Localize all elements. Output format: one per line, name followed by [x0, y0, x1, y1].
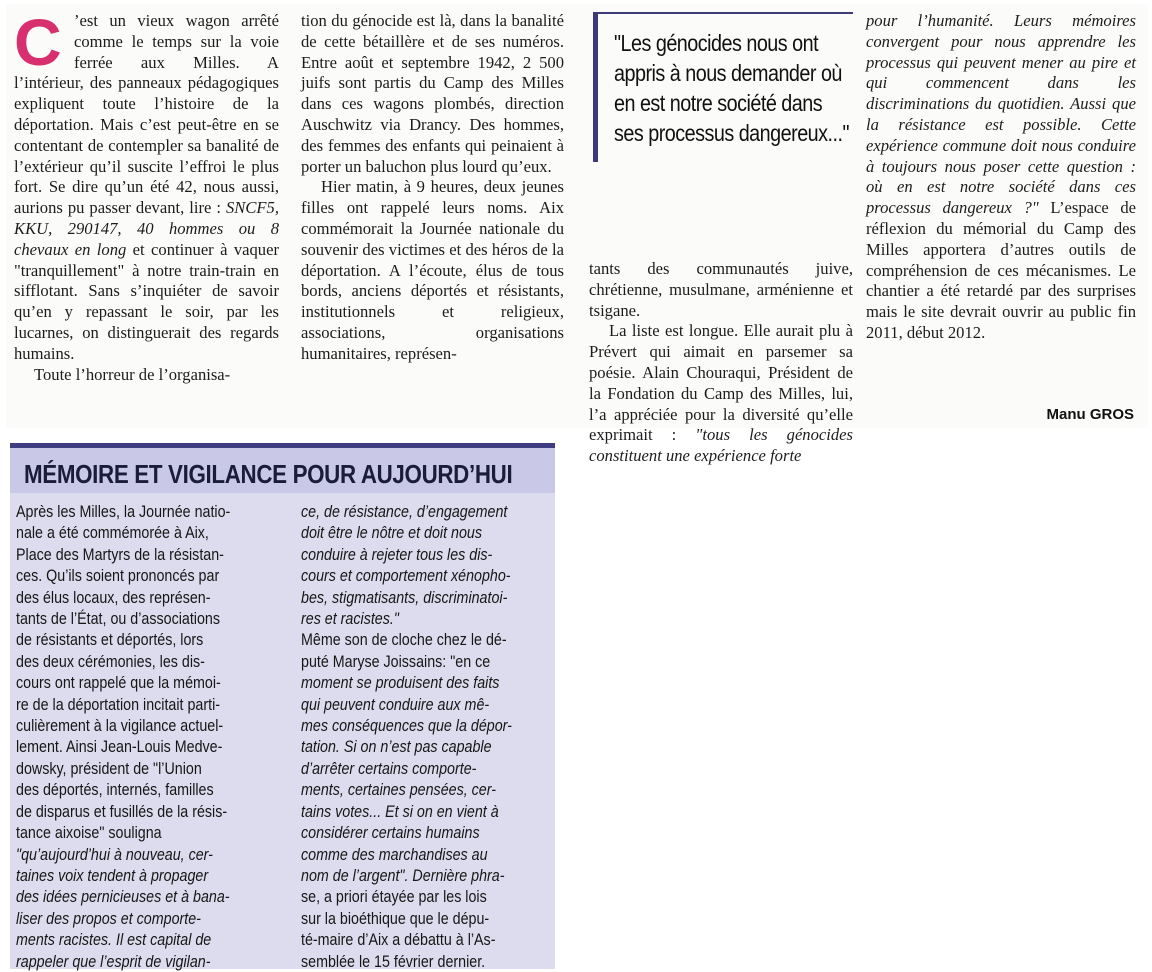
article-line: puté Maryse Joissains: "en ce	[301, 651, 491, 671]
article-line: ments, certaines pensées, cer-	[301, 780, 496, 800]
article-line: nale a été commémorée à Aix,	[16, 523, 209, 543]
article-line: Place des Martyrs de la résistan-	[16, 544, 224, 564]
top-article-column-3	[589, 259, 853, 467]
article-line: tains votes... Et si on en vient à	[301, 801, 499, 821]
bottom-article-title: MÉMOIRE ET VIGILANCE POUR AUJOURD’HUI	[24, 459, 513, 489]
article-line: Même son de cloche chez le dé-	[301, 630, 507, 650]
pull-quote	[593, 12, 853, 162]
top-article-column-1	[14, 5, 280, 385]
article-line: des deux cérémonies, les dis-	[16, 651, 205, 671]
article-line: nom de l’argent". Dernière phra-	[301, 865, 505, 885]
article-line: des élus locaux, des représen-	[16, 587, 211, 607]
article-line: qui peuvent conduire aux mê-	[301, 694, 490, 714]
article-line: sur la bioéthique que le dépu-	[301, 908, 490, 928]
article-line: rappeler que l’esprit de vigilan-	[16, 951, 211, 971]
col1-text-a: ’est un vieux wagon arrêté comme le temps sur la voie ferrée aux Milles. A l’intérieur, des panneaux pédagogiques expliquent toute l’histoire de la déportation. Mais c’est peut-être en se contentant de contempler sa banalité de l’extérieur qu’il suscite l’effroi le plus fort. Se dire qu’un été 42, nous aussi, aurions pu passer devant, lire :	[14, 11, 279, 218]
article-line: doit être le nôtre et doit nous	[301, 523, 483, 543]
article-line: ces. Qu’ils soient prononcés par	[16, 566, 220, 586]
col2-paragraph-1: tion du génocide est là, dans la banalité de cette bétaillère et de ses numéros. Entre août et septembre 1942, 2 500 juifs sont partis du Camp des Milles dans ces wagons plombés, direction Auschwitz via Drancy. Des hommes, des femmes des enfants qui peinaient à porter un baluchon plus lourd qu’eux.	[301, 11, 564, 176]
top-article	[6, 4, 1148, 466]
col3-paragraph-2	[589, 321, 853, 467]
article-line: cours et comportement xénopho-	[301, 566, 511, 586]
article-line: d’arrêter certains comporte-	[301, 758, 477, 778]
pull-quote-line: ses processus dangereux..."	[614, 120, 849, 146]
col1-text-b: et continuer à vaquer "tranquillement" à notre train-train en sifflotant. Sans s’inquiéter de savoir qu’en y repassant le soir, par les lucarnes, on distinguerait des regards humains.	[14, 239, 280, 363]
article-line: de résistants et déportés, lors	[16, 630, 204, 650]
article-line: tation. Si on n’est pas capable	[301, 737, 492, 757]
article-line: ce, de résistance, d’engagement	[301, 502, 508, 521]
bottom-article-body	[10, 493, 555, 969]
article-line: de disparus et fusillés de la résis-	[16, 801, 228, 821]
pull-quote-line: en est notre société dans	[614, 90, 823, 116]
article-line: liser des propos et comporte-	[16, 908, 201, 928]
col3-text: La liste est longue. Elle aurait plu à Prévert qui aimait en parsemer sa poésie. Alain Chouraqui, Président de la Fondation du Camp des Milles, lui, l’a appréciée pour la diversité qu’elle exprimait :	[589, 321, 853, 445]
col3-paragraph-1: tants des communautés juive, chrétienne, musulmane, arménienne et tsigane.	[589, 259, 853, 320]
pull-quote-line: appris à nous demander où	[614, 60, 842, 86]
article-line: culièrement à la vigilance actuel-	[16, 716, 224, 736]
article-line: taines voix tendent à propager	[16, 865, 209, 885]
author-byline: Manu GROS	[1046, 406, 1134, 423]
article-line: conduire à rejeter tous les dis-	[301, 544, 493, 564]
article-line: "qu’aujourd’hui à nouveau, cer-	[16, 844, 213, 864]
top-article-column-4	[866, 11, 1136, 344]
col4-text: L’espace de réflexion du mémorial du Camp des Milles apportera d’autres outils de compréhension de ces mécanismes. Le chantier a été retardé par des surprises mais le site devrait ouvrir au public fin 2011, début 2012.	[866, 198, 1136, 342]
article-line: des idées pernicieuses et à bana-	[16, 887, 230, 907]
bottom-article	[10, 443, 555, 969]
col1-wagon-marking: SNCF5, KKU, 290147, 40 hommes ou 8 chevaux en long	[14, 198, 279, 259]
col2-paragraph-2: Hier matin, à 9 heures, deux jeunes filles ont rappelé leurs noms. Aix commémorait la Journée nationale du souvenir des victimes et des héros de la déportation. A l’écoute, élus de tous bords, anciens déportés et résistants, institutionnels et religieux, associations, organisations humanitaires, représen-	[301, 177, 564, 363]
article-line: se, a priori étayée par les lois	[301, 887, 487, 907]
col4-paragraph	[866, 11, 1136, 344]
article-line: ments racistes. Il est capital de	[16, 930, 212, 950]
drop-cap: C	[14, 5, 62, 79]
top-article-paragraph-2: Toute l’horreur de l’organisa-	[34, 364, 231, 384]
article-line: mes conséquences que la dépor-	[301, 716, 512, 736]
article-line: bes, stigmatisants, discriminatoi-	[301, 587, 508, 607]
article-line: semblée le 15 février dernier.	[301, 951, 486, 971]
col3-quote: "tous les génocides constituent une expérience forte	[589, 425, 853, 466]
article-line: des déportés, internés, familles	[16, 780, 214, 800]
article-line: comme des marchandises au	[301, 844, 488, 864]
article-line: moment se produisent des faits	[301, 673, 500, 693]
top-article-column-2	[301, 11, 564, 365]
article-line: tants de l’État, ou d’associations	[16, 609, 221, 629]
col4-quote: pour l’humanité. Leurs mémoires convergent pour nous apprendre les processus qui peuvent mener au pire et qui commencent dans les discriminations du quotidien. Aussi que la résistance est possible. Cette expérience commune doit nous conduire à toujours nous poser cette question : où en est notre société dans ces processus dangereux ?"	[866, 11, 1136, 218]
bottom-article-column-2	[301, 501, 552, 972]
article-line: tance aixoise" souligna	[16, 823, 162, 843]
bottom-article-title-bar	[10, 443, 555, 493]
article-line: dowsky, président de "l’Union	[16, 758, 202, 778]
article-line: res et racistes."	[301, 609, 399, 629]
bottom-article-column-1	[16, 501, 271, 972]
article-line: Après les Milles, la Journée natio-	[16, 502, 231, 521]
article-line: considérer certains humains	[301, 823, 480, 843]
article-line: té-maire d’Aix a débattu à l’As-	[301, 930, 496, 950]
pull-quote-line: "Les génocides nous ont	[614, 30, 819, 56]
article-line: lement. Ainsi Jean-Louis Medve-	[16, 737, 223, 757]
top-article-paragraph-1	[14, 5, 280, 365]
article-line: cours ont rappelé que la mémoi-	[16, 673, 221, 693]
article-line: re de la déportation incitait parti-	[16, 694, 221, 714]
